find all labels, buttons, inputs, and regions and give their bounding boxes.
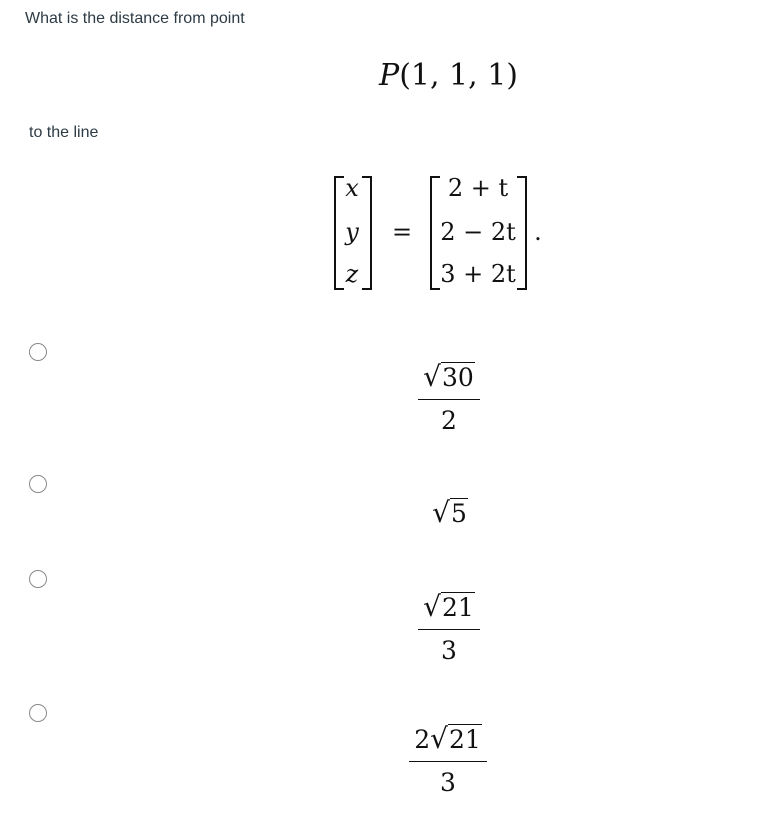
option-3-numerator [418, 590, 480, 629]
option-1-denominator: 2 [441, 406, 457, 435]
rhs-right-bracket [517, 176, 527, 290]
option-1-numerator [418, 360, 480, 399]
equals-sign: = [391, 218, 413, 246]
radical-icon: √ [430, 722, 448, 755]
rhs-entry-3: 3 + 2t [440, 260, 516, 288]
point-name: P [379, 58, 400, 93]
option-4-numerator [409, 722, 487, 761]
point-coords: (1, 1, 1) [399, 58, 519, 93]
option-3-denominator: 3 [441, 636, 457, 665]
lhs-entry-x: x [345, 174, 359, 202]
option-3-radio[interactable] [29, 570, 47, 588]
option-4-coefficient: 2 [414, 725, 431, 754]
option-4-answer[interactable] [409, 722, 487, 797]
lhs-entry-y: y [345, 218, 359, 246]
radical-icon: √ [432, 496, 450, 529]
question-intro: What is the distance from point [25, 10, 245, 27]
option-3-radicand: 21 [442, 593, 474, 622]
question-connector: to the line [29, 124, 99, 141]
option-1-radio[interactable] [29, 343, 47, 361]
option-3-answer[interactable] [418, 590, 480, 665]
line-equation [330, 172, 580, 292]
option-4-denominator: 3 [440, 768, 456, 797]
lhs-entry-z: z [345, 260, 359, 288]
equation-period: . [534, 218, 542, 246]
option-2-radicand: 5 [450, 499, 467, 528]
option-4-radio[interactable] [29, 704, 47, 722]
option-1-answer[interactable] [418, 360, 480, 435]
option-2-answer[interactable] [428, 496, 472, 529]
rhs-entry-1: 2 + t [447, 174, 509, 202]
point-expression [379, 58, 518, 93]
option-1-radicand: 30 [442, 363, 474, 392]
radical-icon: √ [423, 360, 442, 393]
option-4-radicand: 21 [448, 725, 481, 754]
option-2-radio[interactable] [29, 475, 47, 493]
radical-icon: √ [423, 590, 442, 623]
rhs-entry-2: 2 − 2t [440, 218, 516, 246]
option-2-expression [432, 496, 468, 529]
